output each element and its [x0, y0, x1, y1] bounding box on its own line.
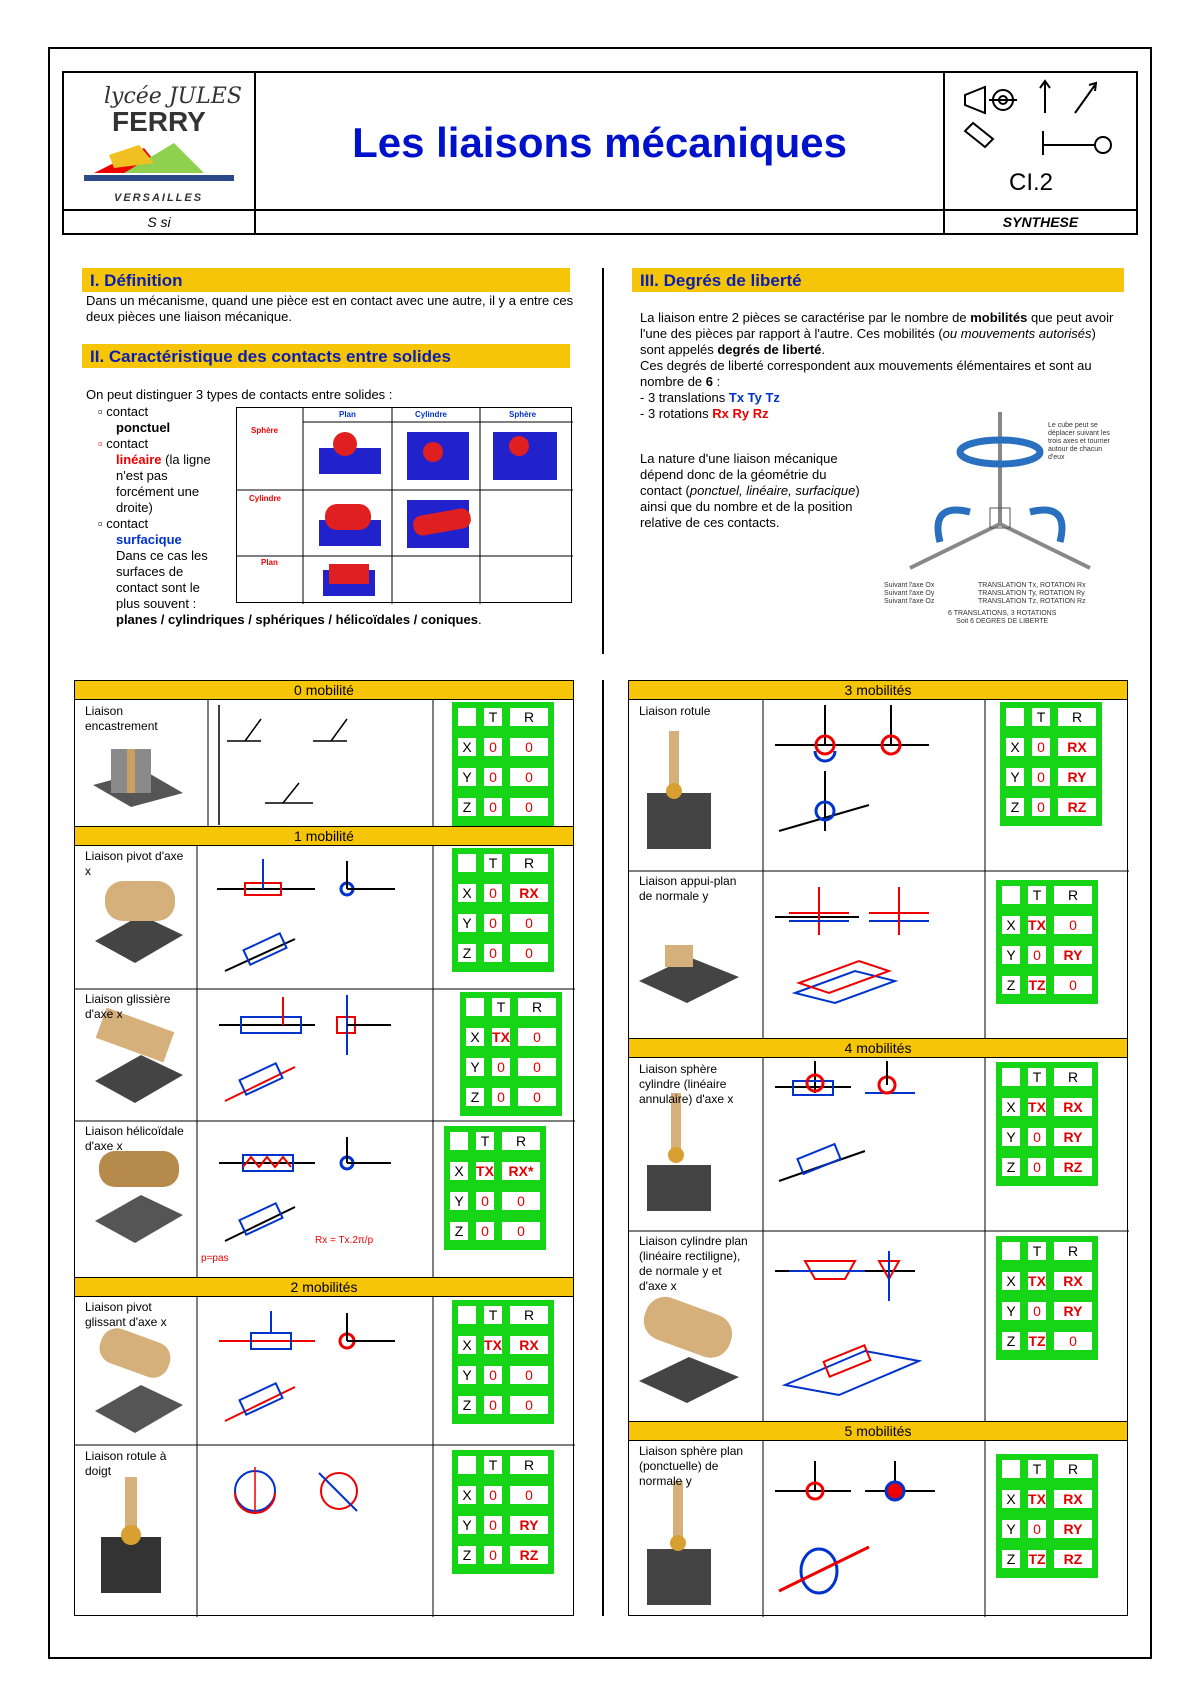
dof-value: RX: [1052, 1270, 1094, 1292]
table-col-sphere: Sphère: [509, 410, 537, 419]
dof-value: 0: [482, 942, 504, 964]
dof-value: RX: [1052, 1096, 1094, 1118]
dof-value: RZ: [1052, 1156, 1094, 1178]
dof-value: 0: [516, 1026, 558, 1048]
dof-header: Z: [456, 942, 478, 964]
dof-table: [452, 1450, 554, 1574]
dof-header: Z: [448, 1220, 470, 1242]
liaison-encastrement-name: Liaison encastrement: [85, 704, 158, 733]
dof-value: 0: [508, 736, 550, 758]
dof-table: [452, 1300, 554, 1424]
dof-value: 0: [508, 1394, 550, 1416]
dof-table: [996, 880, 1098, 1004]
dof-header: T: [1030, 706, 1052, 728]
dof-header: [456, 852, 478, 874]
dof-value: TX: [1026, 1096, 1048, 1118]
pivot-picture: [95, 881, 183, 963]
dof-header: [464, 996, 486, 1018]
school-logo: [64, 73, 254, 209]
helicoidale-note: Rx = Tx.2π/p: [315, 1235, 374, 1246]
dof-value: RX*: [500, 1160, 542, 1182]
band-5-mobilites: 5 mobilités: [628, 1421, 1128, 1441]
dof-value: 0: [474, 1220, 496, 1242]
contact-types-list: ▫ contact ponctuel ▫ contact linéaire (la ligne n'est pas forcément une droite) ▫ contact surfacique Dans ce cas les surfaces de contact sont le plus souvent :: [98, 404, 211, 611]
dof-value: TX: [1026, 1270, 1048, 1292]
dof-header: Z: [1000, 1330, 1022, 1352]
svg-text:lycée JULES: lycée JULES: [104, 84, 242, 109]
rotule-doigt-picture: [101, 1477, 161, 1593]
dof-header: Y: [456, 1364, 478, 1386]
doc-type-label: SYNTHESE: [1002, 214, 1079, 230]
dof-table: [996, 1236, 1098, 1360]
dof-header: Z: [1000, 974, 1022, 996]
dof-value: 0: [482, 766, 504, 788]
dof-header: X: [456, 736, 478, 758]
dof-header: X: [1000, 914, 1022, 936]
lineaire-annulaire-schema: [775, 1061, 915, 1181]
dof-header: T: [1026, 1458, 1048, 1480]
dof-value: RZ: [1052, 1548, 1094, 1570]
dof-header: T: [482, 852, 504, 874]
dof-header: R: [516, 996, 558, 1018]
dof-header: [1000, 1240, 1022, 1262]
header-icon-box: [943, 71, 1138, 211]
dof-header: Z: [456, 796, 478, 818]
dof-table: [996, 1454, 1098, 1578]
rotule-schema: [775, 705, 929, 831]
dof-value: TZ: [1026, 1330, 1048, 1352]
table-col-cylindre: Cylindre: [415, 410, 448, 419]
rotule-picture: [647, 731, 711, 849]
dof-header: R: [1052, 1240, 1094, 1262]
dof-header: T: [1026, 884, 1048, 906]
dof-value: 0: [508, 766, 550, 788]
ponctuelle-schema: [775, 1461, 935, 1593]
appui-plan-picture: [639, 945, 739, 1003]
dof-value: RX: [508, 882, 550, 904]
dof-table: [996, 1062, 1098, 1186]
dof-value: 0: [1030, 736, 1052, 758]
dof-value: 0: [474, 1190, 496, 1212]
dof-header: T: [490, 996, 512, 1018]
dof-header: Y: [1000, 1300, 1022, 1322]
svg-text:FERRY: FERRY: [112, 106, 206, 137]
dof-header: [456, 706, 478, 728]
section2-intro: On peut distinguer 3 types de contacts entre solides :: [86, 387, 393, 402]
dof-value: 0: [1052, 914, 1094, 936]
dof-value: RY: [1052, 1126, 1094, 1148]
dof-header: T: [482, 1304, 504, 1326]
dof-header: T: [482, 1454, 504, 1476]
section1-title: I. Définition: [82, 268, 570, 292]
ponctuelle-picture: [647, 1481, 711, 1605]
dof-header: X: [456, 882, 478, 904]
lineaire-rectiligne-picture: [638, 1291, 739, 1403]
dof-value: TX: [490, 1026, 512, 1048]
dof-value: 0: [516, 1086, 558, 1108]
glissiere-schema: [219, 995, 391, 1101]
dof-value: 0: [508, 1364, 550, 1386]
band-3-mobilites: 3 mobilités: [628, 680, 1128, 700]
dof-value: TX: [474, 1160, 496, 1182]
lineaire-rectiligne-schema: [775, 1251, 919, 1395]
dof-header: [1000, 1066, 1022, 1088]
pivot-glissant-picture: [95, 1324, 183, 1433]
pivot-schema: [217, 859, 395, 971]
dof-header: Y: [1004, 766, 1026, 788]
dof-value: 0: [508, 1484, 550, 1506]
dof-header: Y: [1000, 1126, 1022, 1148]
dof-value: 0: [516, 1056, 558, 1078]
dof-figure: [880, 392, 1120, 632]
encastrement-picture: [93, 749, 183, 807]
dof-header: Y: [464, 1056, 486, 1078]
dof-value: 0: [482, 912, 504, 934]
dof-value: 0: [1026, 1300, 1048, 1322]
dof-header: R: [1052, 884, 1094, 906]
dof-value: 0: [1030, 766, 1052, 788]
dof-header: [1000, 1458, 1022, 1480]
dof-value: RY: [1052, 944, 1094, 966]
band-2-mobilites: 2 mobilités: [74, 1277, 574, 1297]
table-col-plan: Plan: [339, 410, 356, 419]
dof-header: Z: [456, 1394, 478, 1416]
dof-header: [1000, 884, 1022, 906]
dof-header: T: [1026, 1240, 1048, 1262]
dof-header: Z: [464, 1086, 486, 1108]
dof-value: RY: [1056, 766, 1098, 788]
dof-table: [452, 848, 554, 972]
pivot-glissant-schema: [219, 1311, 395, 1421]
fig-note: Le cube peut se déplacer suivant les trois axes et tourner autour de chacun d'eux: [1048, 422, 1110, 461]
chapter-code: CI.2: [1009, 169, 1054, 196]
page-title: Les liaisons mécaniques: [352, 119, 847, 166]
dof-value: TX: [1026, 1488, 1048, 1510]
band-0-mobilite: 0 mobilité: [74, 680, 574, 700]
dof-header: X: [1000, 1270, 1022, 1292]
header-mid-strip: [254, 209, 945, 235]
dof-value: RX: [508, 1334, 550, 1356]
table-row-cylindre: Cylindre: [249, 494, 282, 503]
dof-value: 0: [500, 1220, 542, 1242]
dof-header: R: [1052, 1066, 1094, 1088]
dof-value: 0: [1026, 1156, 1048, 1178]
dof-value: 0: [482, 796, 504, 818]
dof-header: R: [508, 1454, 550, 1476]
liaison-helicoidale-name: Liaison hélicoïdale d'axe x: [85, 1124, 184, 1153]
dof-header: [456, 1304, 478, 1326]
dof-value: 0: [482, 1364, 504, 1386]
helicoidale-pitch: p=pas: [201, 1253, 229, 1264]
sphere-shape: [333, 432, 357, 456]
band-1-mobilite: 1 mobilité: [74, 826, 574, 846]
dof-value: 0: [1030, 796, 1052, 818]
dof-header: Z: [1000, 1548, 1022, 1570]
liaison-rotule-doigt-name: Liaison rotule à doigt: [85, 1449, 167, 1478]
dof-table: [452, 702, 554, 826]
dof-value: 0: [508, 796, 550, 818]
dof-header: R: [1052, 1458, 1094, 1480]
dof-header: Y: [456, 766, 478, 788]
dof-header: X: [456, 1334, 478, 1356]
section1-text: Dans un mécanisme, quand une pièce est en contact avec une autre, il y a entre ces deux pièces une liaison mécanique.: [86, 293, 574, 324]
contact-table-grid: [237, 408, 573, 604]
fig-legend-bottom: 6 TRANSLATIONS, 3 ROTATIONS Soit 6 DEGRES DE LIBERTE: [948, 610, 1057, 625]
dof-header: R: [508, 706, 550, 728]
dof-value: TX: [1026, 914, 1048, 936]
band-4-mobilites: 4 mobilités: [628, 1038, 1128, 1058]
dof-value: RY: [508, 1514, 550, 1536]
dof-header: Y: [1000, 944, 1022, 966]
column-divider-bottom: [602, 680, 604, 1616]
dof-value: TZ: [1026, 974, 1048, 996]
dof-value: 0: [508, 942, 550, 964]
liaison-pivot-name: Liaison pivot d'axe x: [85, 849, 184, 878]
dof-header: Y: [456, 912, 478, 934]
section2-title: II. Caractéristique des contacts entre solides: [82, 344, 570, 368]
dof-table: [444, 1126, 546, 1250]
dof-value: 0: [482, 1394, 504, 1416]
dof-value: 0: [482, 1514, 504, 1536]
dof-value: RX: [1052, 1488, 1094, 1510]
dof-header: R: [1056, 706, 1098, 728]
dof-header: X: [1000, 1096, 1022, 1118]
liaison-lineaire-annulaire-name: Liaison sphère cylindre (linéaire annulaire) d'axe x: [639, 1062, 734, 1106]
section3-title: III. Degrés de liberté: [632, 268, 1124, 292]
svg-text:VERSAILLES: VERSAILLES: [114, 192, 204, 204]
dof-value: 0: [508, 912, 550, 934]
dof-value: RY: [1052, 1518, 1094, 1540]
section3-p1: La liaison entre 2 pièces se caractérise par le nombre de mobilités que peut avoir l'une des pièces par rapport à l'autre. Ces mobilités (ou mouvements autorisés) sont appelés degrés de liberté. Ces degrés de liberté correspondent aux mouvements élémentaires et sont au nombre de 6 : - 3 translations Tx Ty Tz - 3 rotations Rx Ry Rz: [640, 310, 1114, 421]
dof-header: [1004, 706, 1026, 728]
dof-header: R: [500, 1130, 542, 1152]
dof-header: Z: [1004, 796, 1026, 818]
dof-table: [460, 992, 562, 1116]
dof-value: 0: [1026, 1518, 1048, 1540]
dof-value: 0: [1052, 1330, 1094, 1352]
liaison-lineaire-rectiligne-name: Liaison cylindre plan (linéaire rectiligne), de normale y et d'axe x: [639, 1234, 748, 1293]
dof-value: RY: [1052, 1300, 1094, 1322]
surface-types: planes / cylindriques / sphériques / hélicoïdales / coniques.: [116, 612, 482, 627]
rotule-doigt-schema: [235, 1467, 357, 1513]
column-divider-top: [602, 268, 604, 654]
dof-header: X: [1004, 736, 1026, 758]
fig-legend-right: TRANSLATION Tx, ROTATION Rx TRANSLATION Ty, ROTATION Ry TRANSLATION Tz, ROTATION Rz: [978, 582, 1086, 605]
dof-header: X: [464, 1026, 486, 1048]
dof-header: Z: [1000, 1156, 1022, 1178]
dof-header: T: [474, 1130, 496, 1152]
section3-p3: La nature d'une liaison mécanique dépend donc de la géométrie du contact (ponctuel, linéaire, surfacique) ainsi que du nombre et de la position relative de ces contacts.: [640, 451, 860, 530]
dof-value: 0: [490, 1056, 512, 1078]
helicoidale-picture: [95, 1151, 183, 1243]
dof-header: [456, 1454, 478, 1476]
header-subject-box: [62, 209, 256, 235]
dof-value: RX: [1056, 736, 1098, 758]
dof-value: 0: [1026, 944, 1048, 966]
dof-header: Y: [1000, 1518, 1022, 1540]
liaison-appui-plan-name: Liaison appui-plan de normale y: [639, 874, 737, 903]
dof-header: X: [456, 1484, 478, 1506]
liaison-pivot-glissant-name: Liaison pivot glissant d'axe x: [85, 1300, 167, 1329]
dof-value: 0: [482, 1484, 504, 1506]
dof-header: Y: [456, 1514, 478, 1536]
lineaire-annulaire-picture: [647, 1093, 711, 1211]
dof-table: [1000, 702, 1102, 826]
dof-value: 0: [1052, 974, 1094, 996]
dof-value: 0: [482, 1544, 504, 1566]
helicoidale-schema: [219, 1137, 391, 1241]
header-doctype-box: [943, 209, 1138, 235]
appui-plan-schema: [775, 887, 929, 1003]
dof-value: 0: [500, 1190, 542, 1212]
dof-header: Y: [448, 1190, 470, 1212]
dof-header: T: [482, 706, 504, 728]
fig-legend-left: Suivant l'axe Ox Suivant l'axe Oy Suivant l'axe Oz: [884, 582, 935, 605]
dof-header: R: [508, 1304, 550, 1326]
dof-value: 0: [1026, 1126, 1048, 1148]
domain-icons: [945, 73, 1135, 173]
dof-value: TZ: [1026, 1548, 1048, 1570]
dof-header: [448, 1130, 470, 1152]
dof-value: RZ: [1056, 796, 1098, 818]
table-row-plan: Plan: [261, 558, 278, 567]
dof-value: 0: [482, 882, 504, 904]
header-title-box: [254, 71, 945, 211]
dof-value: 0: [490, 1086, 512, 1108]
dof-header: X: [1000, 1488, 1022, 1510]
liaison-rotule-name: Liaison rotule: [639, 704, 711, 718]
dof-header: T: [1026, 1066, 1048, 1088]
subject-label: S si: [147, 214, 171, 230]
table-row-sphere: Sphère: [251, 426, 279, 435]
cylinder-shape: [325, 504, 371, 530]
contact-table: [236, 407, 572, 603]
dof-value: TX: [482, 1334, 504, 1356]
liaison-ponctuelle-name: Liaison sphère plan (ponctuelle) de normale y: [639, 1444, 744, 1488]
dof-header: X: [448, 1160, 470, 1182]
dof-value: RZ: [508, 1544, 550, 1566]
header-logo-box: [62, 71, 256, 211]
dof-header: Z: [456, 1544, 478, 1566]
liaison-glissiere-name: Liaison glissière d'axe x: [85, 992, 171, 1021]
dof-header: R: [508, 852, 550, 874]
dof-value: 0: [482, 736, 504, 758]
